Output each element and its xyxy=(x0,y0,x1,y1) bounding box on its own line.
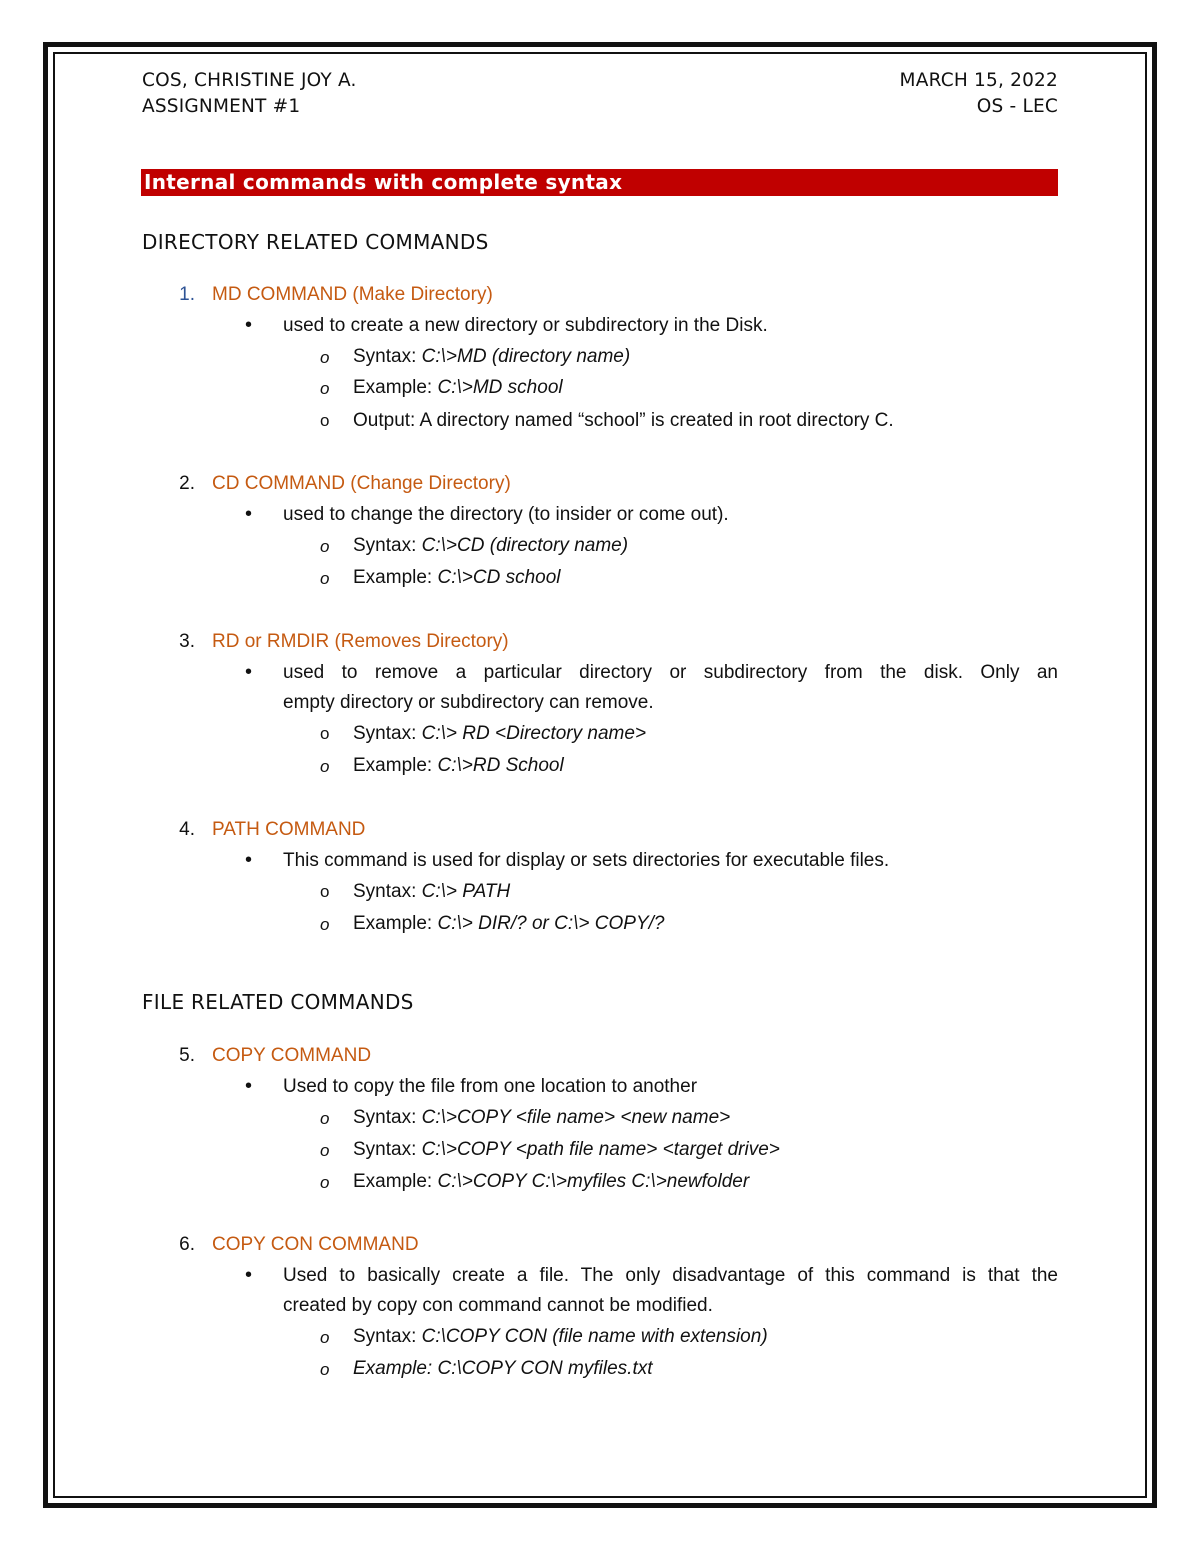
bullet-marker: • xyxy=(245,661,253,683)
item-title-md: MD COMMAND (Make Directory) xyxy=(212,284,493,305)
item-number: 3. xyxy=(179,631,195,652)
sub-item: Syntax: C:\>COPY <path file name> <target drive> xyxy=(353,1139,780,1160)
course: OS - LEC xyxy=(976,96,1058,117)
item-description: used to create a new directory or subdirectory in the Disk. xyxy=(283,315,768,336)
item-title-copy-con: COPY CON COMMAND xyxy=(212,1234,419,1255)
sub-item: Example: C:\>CD school xyxy=(353,567,561,588)
bullet-marker: • xyxy=(245,1075,253,1097)
item-description: Used to copy the file from one location to another xyxy=(283,1076,698,1097)
item-description-line1: used to remove a particular directory or subdirectory from the disk. Only an xyxy=(283,662,1058,683)
item-number: 6. xyxy=(179,1234,195,1255)
sub-marker: o xyxy=(320,1109,330,1128)
sub-item: Syntax: C:\> RD <Directory name> xyxy=(353,723,647,744)
sub-marker: o xyxy=(320,757,330,776)
sub-marker: o xyxy=(320,1360,330,1379)
assignment-label: ASSIGNMENT #1 xyxy=(142,96,301,117)
item-title-copy: COPY COMMAND xyxy=(212,1045,372,1066)
sub-marker: o xyxy=(320,882,330,901)
sub-item: Syntax: C:\>CD (directory name) xyxy=(353,535,629,556)
bullet-marker: • xyxy=(245,503,253,525)
sub-item: Example: C:\> DIR/? or C:\> COPY/? xyxy=(353,913,665,934)
item-number: 5. xyxy=(179,1045,195,1066)
title-banner xyxy=(141,169,1058,196)
sub-item: Example: C:\>RD School xyxy=(353,755,564,776)
item-description-line2: empty directory or subdirectory can remove. xyxy=(283,692,654,713)
item-description-line1: Used to basically create a file. The only disadvantage of this command is that the xyxy=(283,1265,1058,1286)
sub-marker: o xyxy=(320,348,330,367)
student-name: COS, CHRISTINE JOY A. xyxy=(142,70,357,91)
section-directory-heading: DIRECTORY RELATED COMMANDS xyxy=(142,230,489,254)
sub-marker: o xyxy=(320,1328,330,1347)
sub-marker: o xyxy=(320,1141,330,1160)
item-title-path: PATH COMMAND xyxy=(212,819,366,840)
sub-item: Example: C:\COPY CON myfiles.txt xyxy=(353,1358,653,1379)
sub-item: Output: A directory named “school” is created in root directory C. xyxy=(353,410,894,431)
sub-marker: o xyxy=(320,537,330,556)
item-description-line2: created by copy con command cannot be modified. xyxy=(283,1295,713,1316)
section-file-heading: FILE RELATED COMMANDS xyxy=(142,990,414,1014)
bullet-marker: • xyxy=(245,314,253,336)
item-title-cd: CD COMMAND (Change Directory) xyxy=(212,473,511,494)
item-description: used to change the directory (to insider or come out). xyxy=(283,504,729,525)
item-number: 4. xyxy=(179,819,195,840)
sub-marker: o xyxy=(320,379,330,398)
sub-item: Example: C:\>MD school xyxy=(353,377,563,398)
item-number: 2. xyxy=(179,473,195,494)
item-title-rd: RD or RMDIR (Removes Directory) xyxy=(212,631,509,652)
bullet-marker: • xyxy=(245,849,253,871)
item-number: 1. xyxy=(179,284,195,305)
item-description: This command is used for display or sets directories for executable files. xyxy=(283,850,890,871)
sub-item: Syntax: C:\> PATH xyxy=(353,881,511,902)
sub-item: Example: C:\>COPY C:\>myfiles C:\>newfolder xyxy=(353,1171,750,1192)
sub-item: Syntax: C:\COPY CON (file name with extension) xyxy=(353,1326,768,1347)
sub-item: Syntax: C:\>COPY <file name> <new name> xyxy=(353,1107,731,1128)
sub-marker: o xyxy=(320,724,330,743)
sub-item: Syntax: C:\>MD (directory name) xyxy=(353,346,631,367)
sub-marker: o xyxy=(320,411,330,430)
date: MARCH 15, 2022 xyxy=(899,70,1058,91)
banner-title: Internal commands with complete syntax xyxy=(144,170,623,194)
sub-marker: o xyxy=(320,915,330,934)
sub-marker: o xyxy=(320,569,330,588)
sub-marker: o xyxy=(320,1173,330,1192)
bullet-marker: • xyxy=(245,1264,253,1286)
